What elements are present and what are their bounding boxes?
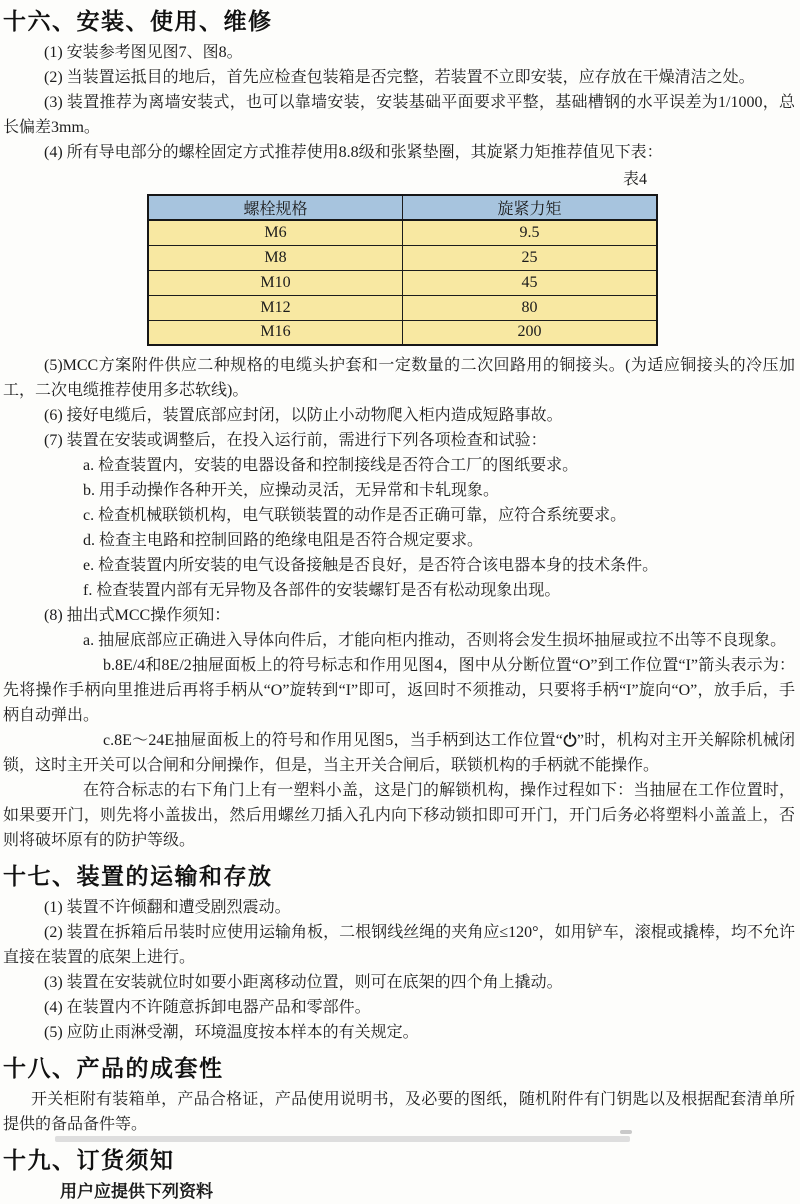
paragraph-16-5: (5)MCC方案附件供应二种规格的电缆头护套和一定数量的二次回路用的铜接头。(为适应铜接头的冷压加工，二次电缆推荐使用多芯软线)。 — [3, 357, 795, 399]
check-item-b: b. 用手动操作各种开关，应操动灵活，无异常和卡轧现象。 — [83, 482, 500, 499]
check-item-e: e. 检查装置内所安装的电气设备接触是否良好，是否符合该电器本身的技术条件。 — [83, 557, 659, 574]
table-row — [148, 270, 657, 295]
paragraph-17-3: (3) 装置在安装就位时如要小距离移动位置，则可在底架的四个角上撬动。 — [44, 974, 563, 991]
paragraph-16-1: (1) 安装参考图见图7、图8。 — [44, 44, 243, 61]
paragraph-16-6: (6) 接好电缆后，装置底部应封闭，以防止小动物爬入柜内造成短路事故。 — [44, 407, 563, 424]
bolt-spec-cell: M6 — [148, 220, 403, 245]
paragraph-16-8c-text-before: c.8E～24E抽屉面板上的符号和作用见图5，当手柄到达工作位置“ — [103, 732, 563, 749]
table-row — [148, 245, 657, 270]
check-item-d: d. 检查主电路和控制回路的绝缘电阻是否符合规定要求。 — [83, 532, 484, 549]
table-caption: 表4 — [622, 171, 647, 188]
check-item-a: a. 检查装置内，安装的电器设备和控制接线是否符合工厂的图纸要求。 — [83, 457, 579, 474]
column-header-bolt-spec: 螺栓规格 — [148, 195, 403, 220]
column-header-torque: 旋紧力矩 — [403, 195, 658, 220]
paragraph-17-4: (4) 在装置内不许随意拆卸电器产品和零部件。 — [44, 999, 371, 1016]
power-symbol-icon — [563, 732, 577, 747]
torque-cell: 45 — [403, 270, 658, 295]
section-17-heading: 十七、装置的运输和存放 — [3, 863, 273, 889]
section-19-subheading: 用户应提供下列资料 — [60, 1182, 213, 1201]
section-16-heading: 十六、安装、使用、维修 — [3, 8, 273, 34]
paragraph-17-5: (5) 应防止雨淋受潮，环境温度按本样本的有关规定。 — [44, 1024, 419, 1041]
paragraph-16-8c — [3, 728, 795, 778]
paragraph-17-1: (1) 装置不许倾翻和遭受剧烈震动。 — [44, 899, 291, 916]
torque-cell: 80 — [403, 295, 658, 320]
paragraph-16-8c-text-after: ”时，机构对主开关解除机械闭锁，这时主开关可以合闸和分闸操作，但是，当主开关合闸后，联锁机构的手柄就不能操作。 — [3, 732, 795, 774]
check-item-c: c. 检查机械联锁机构，电气联锁装置的动作是否正确可靠，应符合系统要求。 — [83, 507, 627, 524]
torque-cell: 25 — [403, 245, 658, 270]
bolt-spec-cell: M16 — [148, 320, 403, 345]
check-item-f: f. 检查装置内部有无异物及各部件的安装螺钉是否有松动现象出现。 — [83, 582, 561, 599]
torque-table-header-row — [148, 195, 657, 220]
section-19-heading: 十九、订货须知 — [3, 1147, 175, 1173]
paragraph-16-8b: b.8E/4和8E/2抽屉面板上的符号标志和作用见图4，图中从分断位置“O”到工作位置“I”箭头表示为：先将操作手柄向里推进后再将手柄从“O”旋转到“I”即可，返回时不须推动，只要将手柄“I”旋向“O”，放手后，手柄自动弹出。 — [3, 657, 795, 724]
paragraph-18-body: 开关柜附有装箱单，产品合格证，产品使用说明书，及必要的图纸，随机附件有门钥匙以及根据配套清单所提供的备品备件等。 — [3, 1091, 795, 1133]
bolt-spec-cell: M10 — [148, 270, 403, 295]
section-18-heading: 十八、产品的成套性 — [3, 1055, 224, 1081]
table-row — [148, 295, 657, 320]
paragraph-17-2: (2) 装置在拆箱后吊装时应使用运输角板，二根钢线丝绳的夹角应≤120°，如用铲车，滚棍或撬棒，均不允许直接在装置的底架上进行。 — [3, 924, 795, 966]
paragraph-16-4: (4) 所有导电部分的螺栓固定方式推荐使用8.8级和张紧垫圈，其旋紧力矩推荐值见下表： — [44, 144, 663, 161]
paragraph-16-8-note: 在符合标志的右下角门上有一塑料小盖，这是门的解锁机构，操作过程如下：当抽屉在工作位置时，如果要开门，则先将小盖拔出，然后用螺丝刀插入孔内向下移动锁扣即可开门，开门后务必将塑料小盖盖上，否则将破坏原有的防护等级。 — [3, 782, 795, 849]
paragraph-16-7: (7) 装置在安装或调整后，在投入运行前，需进行下列各项检查和试验： — [44, 432, 547, 449]
table-row — [148, 320, 657, 345]
table-row — [148, 220, 657, 245]
scan-edge-artifact — [55, 1136, 630, 1142]
paragraph-16-8a: a. 抽屉底部应正确进入导体向件后，才能向柜内推动，否则将会发生损坏抽屉或拉不出等不良现象。 — [83, 632, 787, 649]
scan-smudge — [620, 1130, 632, 1134]
paragraph-16-3: (3) 装置推荐为离墙安装式，也可以靠墙安装，安装基础平面要求平整，基础槽钢的水平误差为1/1000，总长偏差3mm。 — [3, 94, 795, 136]
paragraph-16-2: (2) 当装置运抵目的地后，首先应检查包装箱是否完整，若装置不立即安装，应存放在干燥清洁之处。 — [44, 69, 755, 86]
torque-table — [147, 194, 658, 346]
torque-cell: 9.5 — [403, 220, 658, 245]
paragraph-16-8: (8) 抽出式MCC操作须知： — [44, 607, 231, 624]
bolt-spec-cell: M12 — [148, 295, 403, 320]
bolt-spec-cell: M8 — [148, 245, 403, 270]
torque-cell: 200 — [403, 320, 658, 345]
